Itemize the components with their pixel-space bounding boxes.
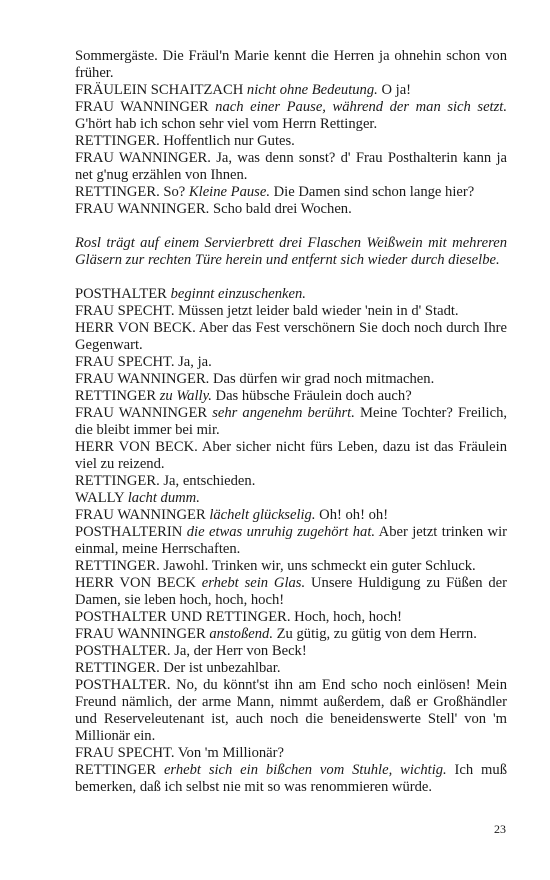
paragraph bbox=[75, 201, 507, 218]
dialogue-text: FRAU WANNINGER bbox=[75, 405, 213, 421]
stage-direction: beginnt einzuschenken. bbox=[170, 286, 306, 302]
dialogue-text: O ja! bbox=[377, 82, 412, 98]
paragraph bbox=[75, 99, 507, 133]
paragraph bbox=[75, 48, 507, 82]
paragraph bbox=[75, 82, 507, 99]
dialogue-text: HERR VON BECK. Aber sicher nicht fürs Leben, dazu ist das Fräulein viel zu reizend. bbox=[75, 439, 507, 472]
paragraph-gap bbox=[75, 218, 507, 235]
paragraph bbox=[75, 609, 507, 626]
dialogue-text: Unsere Huldigung zu Füßen der Damen, sie leben hoch, hoch, hoch! bbox=[75, 575, 507, 608]
stage-direction: erhebt sein Glas. bbox=[201, 575, 306, 591]
paragraph bbox=[75, 473, 507, 490]
dialogue-text: FRAU SPECHT. Von 'm Millionär? bbox=[75, 745, 284, 761]
dialogue-text: POSTHALTER. Ja, der Herr von Beck! bbox=[75, 643, 307, 659]
dialogue-text: Sommergäste. Die Fräul'n Marie kennt die Herren ja ohnehin schon von früher. bbox=[75, 48, 507, 81]
paragraph bbox=[75, 575, 507, 609]
dialogue-text: RETTINGER. So? bbox=[75, 184, 189, 200]
dialogue-text: HERR VON BECK. Aber das Fest verschönern Sie doch noch durch Ihre Gegenwart. bbox=[75, 320, 507, 353]
paragraph bbox=[75, 558, 507, 575]
dialogue-text: FRÄULEIN SCHAITZACH bbox=[75, 82, 247, 98]
paragraph bbox=[75, 405, 507, 439]
stage-direction: anstoßend. bbox=[209, 626, 273, 642]
dialogue-text: RETTINGER. Jawohl. Trinken wir, uns schmeckt ein guter Schluck. bbox=[75, 558, 476, 574]
paragraph bbox=[75, 745, 507, 762]
dialogue-text: Das hübsche Fräulein doch auch? bbox=[211, 388, 412, 404]
dialogue-text: FRAU SPECHT. Müssen jetzt leider bald wieder 'nein in d' Stadt. bbox=[75, 303, 459, 319]
paragraph bbox=[75, 320, 507, 354]
paragraph bbox=[75, 490, 507, 507]
paragraph bbox=[75, 184, 507, 201]
dialogue-text: Meine Tochter? Freilich, die bleibt immer bei mir. bbox=[75, 405, 508, 438]
dialogue-text: RETTINGER bbox=[75, 762, 164, 778]
paragraph bbox=[75, 235, 507, 269]
dialogue-text: Oh! oh! oh! bbox=[315, 507, 389, 523]
dialogue-text: WALLY bbox=[75, 490, 128, 506]
paragraph bbox=[75, 524, 507, 558]
dialogue-text: RETTINGER bbox=[75, 388, 160, 404]
dialogue-text: RETTINGER. Ja, entschieden. bbox=[75, 473, 256, 489]
dialogue-text: Ich muß bemerken, daß ich selbst nie mit so was renommieren würde. bbox=[75, 762, 507, 795]
dialogue-text: FRAU WANNINGER bbox=[75, 626, 210, 642]
paragraph bbox=[75, 660, 507, 677]
paragraph bbox=[75, 150, 507, 184]
page-text bbox=[75, 48, 507, 796]
paragraph bbox=[75, 507, 507, 524]
dialogue-text: FRAU WANNINGER bbox=[75, 99, 216, 115]
paragraph bbox=[75, 762, 507, 796]
stage-direction: nicht ohne Bedeutung. bbox=[246, 82, 378, 98]
paragraph bbox=[75, 439, 507, 473]
dialogue-text: FRAU WANNINGER bbox=[75, 507, 210, 523]
dialogue-text: FRAU WANNINGER. Ja, was denn sonst? d' Frau Posthalterin kann ja net g'nug erzählen von Ihnen. bbox=[75, 150, 507, 183]
dialogue-text: RETTINGER. Hoffentlich nur Gutes. bbox=[75, 133, 295, 149]
paragraph bbox=[75, 303, 507, 320]
stage-direction: lächelt glückselig. bbox=[209, 507, 316, 523]
paragraph bbox=[75, 133, 507, 150]
stage-direction: die etwas unruhig zugehört hat. bbox=[186, 524, 376, 540]
stage-direction: nach einer Pause, während der man sich setzt. bbox=[215, 99, 507, 115]
stage-direction: sehr angenehm berührt. bbox=[212, 405, 355, 421]
paragraph bbox=[75, 371, 507, 388]
stage-direction: Kleine Pause. bbox=[188, 184, 270, 200]
dialogue-text: POSTHALTER bbox=[75, 286, 171, 302]
paragraph-gap bbox=[75, 269, 507, 286]
paragraph bbox=[75, 286, 507, 303]
dialogue-text: Zu gütig, zu gütig von dem Herrn. bbox=[272, 626, 477, 642]
dialogue-text: FRAU SPECHT. Ja, ja. bbox=[75, 354, 212, 370]
paragraph bbox=[75, 388, 507, 405]
dialogue-text: POSTHALTER. No, du könnt'st ihn am End scho noch einlösen! Mein Freund nämlich, der arme Mann, nimmt außerdem, daß er Großhändler und Reserveleutenant ist, auch noch die beneidenswerte Stell' von 'm Millionär ein. bbox=[75, 677, 507, 744]
dialogue-text: POSTHALTER UND RETTINGER. Hoch, hoch, hoch! bbox=[75, 609, 402, 625]
paragraph bbox=[75, 626, 507, 643]
dialogue-text: RETTINGER. Der ist unbezahlbar. bbox=[75, 660, 281, 676]
stage-direction: erhebt sich ein bißchen vom Stuhle, wichtig. bbox=[163, 762, 447, 778]
dialogue-text: G'hört hab ich schon sehr viel vom Herrn Rettinger. bbox=[75, 116, 378, 132]
paragraph bbox=[75, 643, 507, 660]
dialogue-text: FRAU WANNINGER. Das dürfen wir grad noch mitmachen. bbox=[75, 371, 435, 387]
dialogue-text: HERR VON BECK bbox=[75, 575, 202, 591]
stage-direction: lacht dumm. bbox=[127, 490, 200, 506]
paragraph bbox=[75, 677, 507, 745]
dialogue-text: Die Damen sind schon lange hier? bbox=[269, 184, 475, 200]
stage-direction: zu Wally. bbox=[159, 388, 212, 404]
dialogue-text: POSTHALTERIN bbox=[75, 524, 187, 540]
dialogue-text: FRAU WANNINGER. Scho bald drei Wochen. bbox=[75, 201, 352, 217]
stage-direction: Rosl trägt auf einem Servierbrett drei Flaschen Weißwein mit mehreren Gläsern zur rechten Türe herein und entfernt sich wieder durch dieselbe. bbox=[75, 235, 507, 268]
dialogue-text: Aber jetzt trinken wir einmal, meine Herrschaften. bbox=[75, 524, 507, 557]
page-number: 23 bbox=[494, 822, 506, 836]
paragraph bbox=[75, 354, 507, 371]
